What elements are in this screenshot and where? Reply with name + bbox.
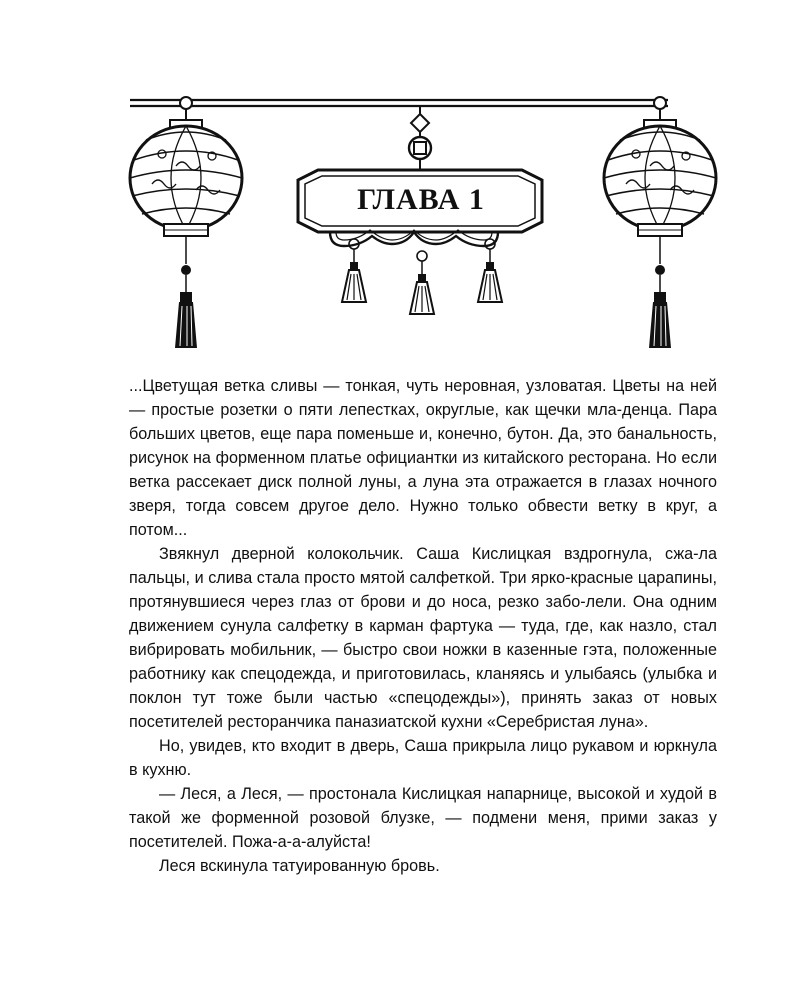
medallion-icon — [409, 106, 431, 172]
body-text — [129, 374, 717, 878]
paragraph: — Леся, а Леся, — простонала Кислицкая напарнице, высокой и худой в такой же форменной розовой блузке, — подмени меня, прими заказ у посетителей. Пожа-а-а-алуйста! — [129, 785, 717, 851]
paragraph: Но, увидев, кто входит в дверь, Саша прикрыла лицо рукавом и юркнула в кухню. — [129, 737, 717, 779]
tassel-right-icon — [478, 239, 502, 302]
paragraph: Леся вскинула татуированную бровь. — [159, 857, 440, 875]
lantern-right-icon — [604, 108, 716, 348]
paragraph: Звякнул дверной колокольчик. Саша Кислицкая вздрогнула, сжа-ла пальцы, и слива стала просто мятой салфеткой. Три ярко-красные царапины, протянувшиеся через глаз от брови и до носа, резко забо-лели. Она одним движением сунула салфетку в карман фартука — туда, где, как назло, стал вибрировать мобильник, — быстро свои ножки в казенные гэта, положенные работнику как спецодежда, и приготовилась, кланяясь и улыбаясь (улыбка и поклон тут тоже были частью «спецодежды»), принять заказ от новых посетителей ресторанчика паназиатской кухни «Серебристая луна». — [129, 545, 717, 731]
lantern-left-icon — [130, 108, 242, 348]
tassel-left-icon — [342, 239, 366, 302]
chapter-title: ГЛАВА 1 — [357, 183, 485, 216]
paragraph: ...Цветущая ветка сливы — тонкая, чуть неровная, узловатая. Цветы на ней — простые розетки о пяти лепестках, округлые, как щечки мла-денца. Пара больших цветов, еще пара поменьше и, конечно, бутон. Да, это банальность, рисунок на форменном платье официантки из китайского ресторана. Но если ветка рассекает диск полной луны, а луна эта отражается в глазах ночного зверя, тогда совсем другое дело. Нужно только обвести ветку в круг, а потом... — [129, 377, 717, 539]
tassel-center-icon — [410, 251, 434, 314]
